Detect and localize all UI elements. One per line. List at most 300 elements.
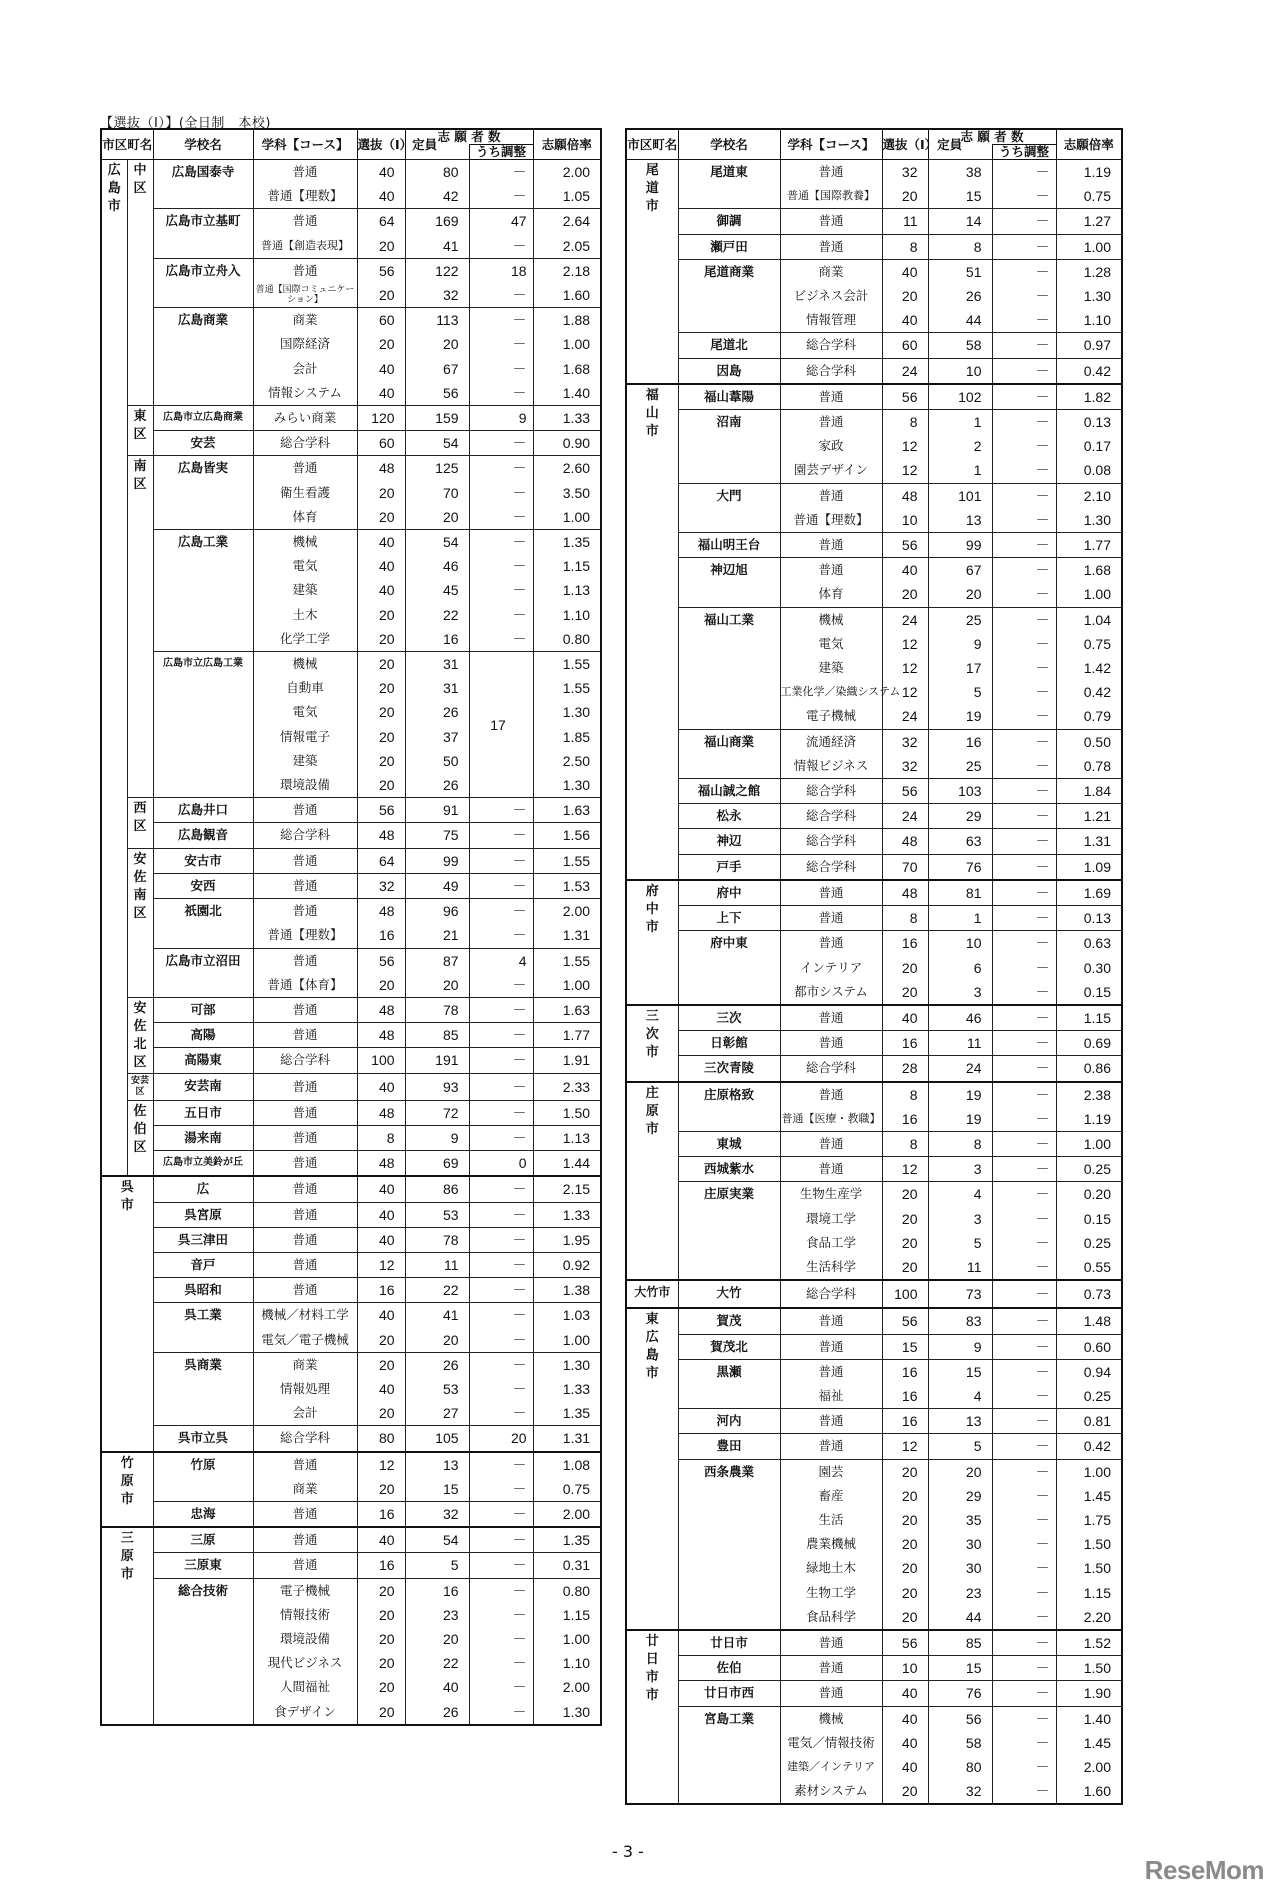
ratio-cell: 0.42 — [1056, 680, 1122, 704]
adjust-cell: － — [992, 1308, 1056, 1334]
school-name: 戸手 — [678, 854, 780, 880]
table-row — [101, 160, 601, 185]
course-cell: 普通 — [780, 1031, 882, 1056]
ratio-cell: 1.35 — [533, 1527, 601, 1553]
ratio-cell: 0.42 — [1056, 1434, 1122, 1459]
table-row — [101, 948, 601, 973]
table-row — [626, 483, 1122, 508]
ward-cell: 佐 伯 区 — [127, 1100, 153, 1176]
capacity-cell: 8 — [882, 1131, 928, 1156]
capacity-cell: 8 — [357, 1125, 405, 1150]
table-row — [626, 384, 1122, 410]
applicants-cell: 45 — [405, 578, 469, 602]
school-name: 広島国泰寺 — [153, 160, 253, 209]
adjust-cell: － — [992, 558, 1056, 583]
district-cell: 庄 原 市 — [626, 1082, 678, 1281]
school-name: 高陽 — [153, 1023, 253, 1048]
table-row — [101, 848, 601, 873]
capacity-cell: 20 — [357, 1578, 405, 1603]
ratio-cell: 0.97 — [1056, 333, 1122, 358]
ratio-cell: 1.50 — [533, 1100, 601, 1125]
adjust-cell: － — [992, 1359, 1056, 1384]
capacity-cell: 20 — [357, 1700, 405, 1725]
applicants-cell: 25 — [928, 607, 992, 632]
header-applicants: 志 願 者 数 — [405, 129, 533, 145]
ratio-cell: 1.88 — [533, 308, 601, 333]
applicants-cell: 54 — [405, 530, 469, 555]
adjust-cell: － — [469, 1125, 533, 1150]
applicants-cell: 15 — [928, 184, 992, 209]
course-cell: 普通 — [253, 1100, 357, 1125]
table-row — [626, 1656, 1122, 1681]
adjust-cell: － — [992, 458, 1056, 483]
applicants-cell: 83 — [928, 1308, 992, 1334]
capacity-cell: 16 — [357, 1501, 405, 1527]
right-table — [625, 128, 1123, 1805]
district-cell: 広 島 市 — [101, 160, 127, 1177]
adjust-cell: － — [469, 1651, 533, 1675]
applicants-cell: 42 — [405, 184, 469, 209]
applicants-cell: 63 — [928, 829, 992, 854]
ratio-cell: 1.15 — [1056, 1005, 1122, 1031]
course-cell: 普通【医療・教職】 — [780, 1107, 882, 1132]
applicants-cell: 87 — [405, 948, 469, 973]
school-name: 総合技術 — [153, 1578, 253, 1725]
capacity-cell: 40 — [357, 160, 405, 185]
adjust-cell: － — [469, 1627, 533, 1651]
ratio-cell: 1.35 — [533, 530, 601, 555]
course-cell: 普通 — [780, 209, 882, 234]
school-name: 広島市立広島商業 — [153, 406, 253, 431]
course-cell: 畜産 — [780, 1484, 882, 1508]
table-row — [101, 652, 601, 677]
adjust-cell: － — [992, 410, 1056, 435]
adjust-cell: － — [992, 1056, 1056, 1082]
adjust-cell: － — [469, 505, 533, 530]
ratio-cell: 1.30 — [1056, 284, 1122, 308]
capacity-cell: 100 — [882, 1280, 928, 1308]
capacity-cell: 20 — [357, 283, 405, 308]
adjust-cell: － — [469, 456, 533, 481]
school-name: 広島市立美鈴が丘 — [153, 1151, 253, 1177]
capacity-cell: 40 — [882, 1731, 928, 1755]
capacity-cell: 32 — [882, 754, 928, 779]
applicants-cell: 40 — [405, 1675, 469, 1699]
course-cell: 人間福祉 — [253, 1675, 357, 1699]
course-cell: 体育 — [780, 582, 882, 607]
capacity-cell: 56 — [357, 948, 405, 973]
school-name: 賀茂北 — [678, 1334, 780, 1359]
applicants-cell: 1 — [928, 906, 992, 931]
applicants-cell: 26 — [405, 700, 469, 724]
capacity-cell: 12 — [882, 1434, 928, 1459]
table-row — [626, 259, 1122, 284]
course-cell: 普通 — [780, 1656, 882, 1681]
course-cell: 土木 — [253, 603, 357, 627]
table-row — [626, 558, 1122, 583]
course-cell: 普通 — [780, 483, 882, 508]
adjust-cell: － — [469, 873, 533, 898]
table-row — [626, 1182, 1122, 1207]
table-row — [626, 880, 1122, 906]
table-row — [626, 1031, 1122, 1056]
ratio-cell: 1.68 — [533, 357, 601, 381]
adjust-cell: － — [469, 1303, 533, 1328]
applicants-cell: 26 — [405, 1352, 469, 1377]
applicants-cell: 31 — [405, 676, 469, 700]
applicants-cell: 17 — [928, 656, 992, 680]
ratio-cell: 2.10 — [1056, 483, 1122, 508]
table-row — [626, 1308, 1122, 1334]
ratio-cell: 1.10 — [533, 603, 601, 627]
adjust-cell: － — [469, 1477, 533, 1502]
course-cell: 普通 — [253, 258, 357, 283]
applicants-cell: 20 — [405, 973, 469, 998]
course-cell: 普通 — [253, 1452, 357, 1477]
capacity-cell: 48 — [357, 1100, 405, 1125]
capacity-cell: 40 — [357, 578, 405, 602]
capacity-cell: 56 — [882, 533, 928, 558]
applicants-cell: 54 — [405, 1527, 469, 1553]
course-cell: 普通 — [253, 1527, 357, 1553]
capacity-cell: 20 — [357, 1603, 405, 1627]
adjust-cell: － — [992, 1681, 1056, 1706]
school-name: 尾道東 — [678, 160, 780, 209]
course-cell: 自動車 — [253, 676, 357, 700]
school-name: 福山葦陽 — [678, 384, 780, 410]
ratio-cell: 1.30 — [533, 1352, 601, 1377]
applicants-cell: 22 — [405, 1278, 469, 1303]
applicants-cell: 19 — [928, 1082, 992, 1107]
ratio-cell: 1.77 — [533, 1023, 601, 1048]
adjust-cell: － — [992, 358, 1056, 384]
adjust-cell: － — [469, 899, 533, 924]
applicants-cell: 1 — [928, 410, 992, 435]
capacity-cell: 12 — [357, 1452, 405, 1477]
adjust-cell: － — [469, 578, 533, 602]
course-cell: 機械／材料工学 — [253, 1303, 357, 1328]
table-row — [626, 1434, 1122, 1459]
capacity-cell: 20 — [882, 1556, 928, 1580]
course-cell: 商業 — [253, 1477, 357, 1502]
table-row — [101, 1023, 601, 1048]
applicants-cell: 67 — [928, 558, 992, 583]
course-cell: 機械 — [780, 1706, 882, 1731]
adjust-cell: － — [992, 1005, 1056, 1031]
school-name: 西条農業 — [678, 1459, 780, 1630]
school-name: 音戸 — [153, 1252, 253, 1277]
adjust-cell: － — [469, 1227, 533, 1252]
applicants-cell: 22 — [405, 603, 469, 627]
capacity-cell: 20 — [357, 505, 405, 530]
table-row — [101, 997, 601, 1022]
capacity-cell: 40 — [882, 1755, 928, 1779]
capacity-cell: 40 — [357, 184, 405, 209]
course-cell: 園芸デザイン — [780, 458, 882, 483]
applicants-cell: 169 — [405, 209, 469, 234]
ratio-cell: 0.08 — [1056, 458, 1122, 483]
applicants-cell: 20 — [405, 1627, 469, 1651]
capacity-cell: 48 — [882, 829, 928, 854]
course-cell: 流通経済 — [780, 729, 882, 754]
course-cell: 普通 — [780, 234, 882, 259]
course-cell: 緑地土木 — [780, 1556, 882, 1580]
ratio-cell: 1.00 — [533, 332, 601, 356]
ratio-cell: 1.28 — [1056, 259, 1122, 284]
table-row — [626, 1359, 1122, 1384]
applicants-cell: 23 — [405, 1603, 469, 1627]
header-ratio: 志願倍率 — [1056, 129, 1122, 160]
ratio-cell: 1.19 — [1056, 1107, 1122, 1132]
ratio-cell: 2.60 — [533, 456, 601, 481]
course-cell: 電子機械 — [253, 1578, 357, 1603]
header-adjust: うち調整 — [469, 145, 533, 160]
school-name: 呉昭和 — [153, 1278, 253, 1303]
ratio-cell: 1.55 — [533, 848, 601, 873]
ratio-cell: 2.20 — [1056, 1605, 1122, 1630]
course-cell: 普通 — [253, 1176, 357, 1202]
capacity-cell: 56 — [882, 779, 928, 804]
adjust-cell: － — [992, 234, 1056, 259]
school-name: 可部 — [153, 997, 253, 1022]
capacity-cell: 20 — [882, 1581, 928, 1605]
capacity-cell: 20 — [357, 700, 405, 724]
adjust-cell: － — [992, 384, 1056, 410]
course-cell: 普通 — [780, 1334, 882, 1359]
applicants-cell: 75 — [405, 823, 469, 848]
ratio-cell: 2.38 — [1056, 1082, 1122, 1107]
school-name: 三原東 — [153, 1553, 253, 1578]
applicants-cell: 46 — [405, 554, 469, 578]
ratio-cell: 0.75 — [533, 1477, 601, 1502]
course-cell: 食デザイン — [253, 1700, 357, 1725]
ratio-cell: 1.56 — [533, 823, 601, 848]
applicants-cell: 54 — [405, 431, 469, 456]
ratio-cell: 1.15 — [533, 1603, 601, 1627]
district-cell: 福 山 市 — [626, 384, 678, 880]
applicants-cell: 53 — [405, 1377, 469, 1401]
applicants-cell: 91 — [405, 798, 469, 823]
ward-cell: 安 佐 北 区 — [127, 997, 153, 1073]
school-name: 呉工業 — [153, 1303, 253, 1352]
capacity-cell: 16 — [357, 1553, 405, 1578]
table-row — [101, 1048, 601, 1073]
course-cell: 普通 — [780, 533, 882, 558]
adjust-cell: － — [992, 1231, 1056, 1255]
course-cell: 総合学科 — [253, 1426, 357, 1452]
capacity-cell: 40 — [882, 259, 928, 284]
capacity-cell: 16 — [357, 923, 405, 948]
course-cell: 普通 — [253, 1125, 357, 1150]
school-name: 広島市立基町 — [153, 209, 253, 258]
ratio-cell: 1.77 — [1056, 533, 1122, 558]
capacity-cell: 12 — [882, 656, 928, 680]
adjust-cell: － — [469, 1578, 533, 1603]
applicants-cell: 4 — [928, 1182, 992, 1207]
capacity-cell: 12 — [357, 1252, 405, 1277]
capacity-cell: 40 — [357, 357, 405, 381]
ratio-cell: 2.00 — [533, 1675, 601, 1699]
applicants-cell: 29 — [928, 804, 992, 829]
ratio-cell: 1.35 — [533, 1401, 601, 1426]
adjust-cell: － — [469, 997, 533, 1022]
table-row — [626, 333, 1122, 358]
school-name: 広島井口 — [153, 798, 253, 823]
applicants-cell: 78 — [405, 1227, 469, 1252]
adjust-cell: － — [992, 607, 1056, 632]
capacity-cell: 20 — [882, 1182, 928, 1207]
school-name: 安芸南 — [153, 1073, 253, 1100]
adjust-cell: － — [992, 1182, 1056, 1207]
applicants-cell: 15 — [928, 1656, 992, 1681]
ratio-cell: 1.84 — [1056, 779, 1122, 804]
table-row — [626, 1630, 1122, 1656]
applicants-cell: 20 — [928, 1459, 992, 1484]
course-cell: 総合学科 — [780, 779, 882, 804]
ratio-cell: 0.15 — [1056, 980, 1122, 1005]
course-cell: 普通【国際教養】 — [780, 184, 882, 209]
capacity-cell: 16 — [882, 1384, 928, 1409]
capacity-cell: 48 — [357, 456, 405, 481]
applicants-cell: 53 — [405, 1202, 469, 1227]
ratio-cell: 0.55 — [1056, 1255, 1122, 1280]
course-cell: 電気 — [253, 700, 357, 724]
adjust-cell: － — [992, 1656, 1056, 1681]
applicants-cell: 8 — [928, 1131, 992, 1156]
course-cell: 電気／電子機械 — [253, 1328, 357, 1353]
ratio-cell: 0.30 — [1056, 956, 1122, 980]
course-cell: 普通 — [253, 1278, 357, 1303]
adjust-cell: 9 — [469, 406, 533, 431]
course-cell: 建築 — [780, 656, 882, 680]
adjust-cell: － — [992, 1484, 1056, 1508]
ward-cell: 西 区 — [127, 798, 153, 848]
school-name: 呉商業 — [153, 1352, 253, 1426]
adjust-cell: － — [469, 1675, 533, 1699]
school-name: 日彰館 — [678, 1031, 780, 1056]
ratio-cell: 2.00 — [533, 1501, 601, 1527]
ratio-cell: 1.68 — [1056, 558, 1122, 583]
course-cell: 普通 — [780, 1434, 882, 1459]
ratio-cell: 1.00 — [533, 1627, 601, 1651]
course-cell: 電子機械 — [780, 704, 882, 729]
ratio-cell: 0.94 — [1056, 1359, 1122, 1384]
course-cell: 生物生産学 — [780, 1182, 882, 1207]
school-name: 大竹 — [678, 1280, 780, 1308]
applicants-cell: 44 — [928, 308, 992, 333]
adjust-cell: － — [992, 1731, 1056, 1755]
school-name: 広島商業 — [153, 308, 253, 406]
applicants-cell: 5 — [405, 1553, 469, 1578]
school-name: 広島工業 — [153, 530, 253, 652]
course-cell: 建築 — [253, 749, 357, 773]
applicants-cell: 76 — [928, 854, 992, 880]
table-row — [101, 1278, 601, 1303]
course-cell: 普通 — [780, 1082, 882, 1107]
course-cell: 工業化学／染織システム — [780, 680, 882, 704]
course-cell: 電気／情報技術 — [780, 1731, 882, 1755]
adjust-cell: － — [992, 704, 1056, 729]
school-name: 福山工業 — [678, 607, 780, 729]
course-cell: 普通【理数】 — [253, 184, 357, 209]
course-cell: 建築 — [253, 578, 357, 602]
adjust-cell: － — [469, 1073, 533, 1100]
course-cell: 情報管理 — [780, 308, 882, 333]
table-row — [101, 406, 601, 431]
capacity-cell: 40 — [357, 1527, 405, 1553]
course-cell: 国際経済 — [253, 332, 357, 356]
school-name: 広島市立沼田 — [153, 948, 253, 997]
table-row — [101, 1151, 601, 1177]
school-name: 呉市立呉 — [153, 1426, 253, 1452]
ratio-cell: 0.20 — [1056, 1182, 1122, 1207]
ratio-cell: 1.75 — [1056, 1508, 1122, 1532]
ratio-cell: 1.09 — [1056, 854, 1122, 880]
ratio-cell: 1.38 — [533, 1278, 601, 1303]
ratio-cell: 1.33 — [533, 1202, 601, 1227]
capacity-cell: 20 — [357, 1651, 405, 1675]
school-name: 御調 — [678, 209, 780, 234]
course-cell: 生活科学 — [780, 1255, 882, 1280]
capacity-cell: 20 — [357, 481, 405, 505]
table-row — [626, 1409, 1122, 1434]
adjust-cell: － — [469, 603, 533, 627]
header-school: 学校名 — [678, 129, 780, 160]
ratio-cell: 0.17 — [1056, 434, 1122, 458]
ratio-cell: 1.40 — [1056, 1706, 1122, 1731]
ratio-cell: 1.50 — [1056, 1556, 1122, 1580]
adjust-cell: － — [469, 184, 533, 209]
adjust-cell: － — [992, 1334, 1056, 1359]
school-name: 三次青陵 — [678, 1056, 780, 1082]
ratio-cell: 1.13 — [533, 1125, 601, 1150]
applicants-cell: 78 — [405, 997, 469, 1022]
course-cell: 普通 — [253, 1151, 357, 1177]
applicants-cell: 11 — [405, 1252, 469, 1277]
capacity-cell: 40 — [882, 1005, 928, 1031]
adjust-cell: － — [992, 779, 1056, 804]
ratio-cell: 1.10 — [533, 1651, 601, 1675]
ratio-cell: 0.78 — [1056, 754, 1122, 779]
table-row — [101, 1073, 601, 1100]
ratio-cell: 1.00 — [1056, 1131, 1122, 1156]
ratio-cell: 1.31 — [533, 1426, 601, 1452]
applicants-cell: 50 — [405, 749, 469, 773]
school-name: 呉宮原 — [153, 1202, 253, 1227]
table-row — [626, 1131, 1122, 1156]
school-name: 尾道商業 — [678, 259, 780, 333]
capacity-cell: 28 — [882, 1056, 928, 1082]
capacity-cell: 12 — [882, 434, 928, 458]
adjust-cell: － — [469, 308, 533, 333]
course-cell: 総合学科 — [780, 804, 882, 829]
capacity-cell: 40 — [357, 1377, 405, 1401]
school-name: 河内 — [678, 1409, 780, 1434]
course-cell: 環境設備 — [253, 773, 357, 798]
capacity-cell: 64 — [357, 209, 405, 234]
capacity-cell: 80 — [357, 1426, 405, 1452]
course-cell: 普通 — [780, 558, 882, 583]
district-cell: 大竹市 — [626, 1280, 678, 1308]
course-cell: 情報システム — [253, 381, 357, 406]
capacity-cell: 20 — [357, 1675, 405, 1699]
ratio-cell: 1.50 — [1056, 1532, 1122, 1556]
applicants-cell: 16 — [405, 1578, 469, 1603]
table-row — [101, 1202, 601, 1227]
school-name: 高陽東 — [153, 1048, 253, 1073]
capacity-cell: 16 — [882, 1359, 928, 1384]
course-cell: 商業 — [253, 308, 357, 333]
